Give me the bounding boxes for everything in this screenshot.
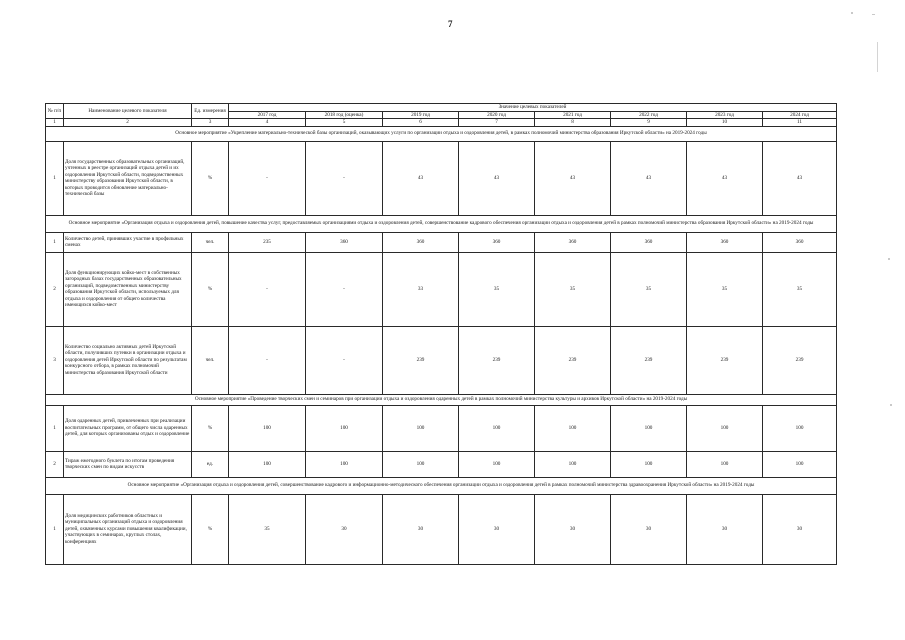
value-2019: 33 <box>383 252 459 326</box>
indicator-name: Доля медицинских работников областных и муниципальных организаций отдыха и оздоровления детей, охваченных курсами повышения квалификации, участвующих в семинарах, круглых столах, конференциях <box>64 494 192 564</box>
row-number: 1 <box>46 232 64 252</box>
value-2024: 30 <box>763 494 837 564</box>
header-year: 2024 год <box>763 111 837 119</box>
value-2021: 239 <box>535 326 611 394</box>
indicator-name: Количество детей, принявших участие в профильных сменах <box>64 232 192 252</box>
table-row <box>46 326 837 394</box>
column-number: 9 <box>611 119 687 127</box>
value-2023: 43 <box>687 141 763 215</box>
column-number: 7 <box>459 119 535 127</box>
header-year: 2018 год (оценка) <box>306 111 383 119</box>
column-number: 4 <box>229 119 306 127</box>
table-row <box>46 141 837 215</box>
scan-mark <box>851 12 853 14</box>
indicator-unit: чел. <box>192 326 229 394</box>
value-2021: 100 <box>535 451 611 477</box>
column-number: 11 <box>763 119 837 127</box>
target-indicators-table <box>45 103 837 565</box>
column-number: 3 <box>192 119 229 127</box>
value-2024: 360 <box>763 232 837 252</box>
value-2019: 43 <box>383 141 459 215</box>
value-2017: 235 <box>229 232 306 252</box>
value-2024: 43 <box>763 141 837 215</box>
row-number: 2 <box>46 252 64 326</box>
value-2019: 360 <box>383 232 459 252</box>
row-number: 3 <box>46 326 64 394</box>
section-row <box>46 126 837 141</box>
value-2024: 100 <box>763 405 837 451</box>
value-2023: 239 <box>687 326 763 394</box>
scan-mark <box>872 14 875 15</box>
value-2023: 360 <box>687 232 763 252</box>
scan-mark <box>888 258 890 260</box>
value-2021: 100 <box>535 405 611 451</box>
value-2020: 100 <box>459 405 535 451</box>
column-numbers-row <box>46 119 837 127</box>
value-2021: 360 <box>535 232 611 252</box>
header-indicator-name: Наименование целевого показателя <box>64 104 192 119</box>
value-2020: 35 <box>459 252 535 326</box>
header-unit: Ед. измерения <box>192 104 229 119</box>
value-2020: 100 <box>459 451 535 477</box>
value-2017: 100 <box>229 405 306 451</box>
value-2020: 30 <box>459 494 535 564</box>
header-year: 2019 год <box>383 111 459 119</box>
value-2021: 35 <box>535 252 611 326</box>
value-2023: 100 <box>687 405 763 451</box>
indicator-unit: % <box>192 252 229 326</box>
value-2022: 100 <box>611 451 687 477</box>
value-2019: 100 <box>383 451 459 477</box>
value-2017: 35 <box>229 494 306 564</box>
header-number: № п/п <box>46 104 64 119</box>
header-year: 2021 год <box>535 111 611 119</box>
table-row <box>46 405 837 451</box>
header-values: Значение целевых показателей <box>229 104 837 112</box>
page-number: 7 <box>448 19 453 29</box>
value-2023: 35 <box>687 252 763 326</box>
section-row <box>46 394 837 405</box>
column-number: 8 <box>535 119 611 127</box>
row-number: 2 <box>46 451 64 477</box>
scan-mark <box>890 404 892 406</box>
header-year: 2023 год <box>687 111 763 119</box>
value-2019: 100 <box>383 405 459 451</box>
table-row <box>46 252 837 326</box>
indicator-unit: ед. <box>192 451 229 477</box>
value-2024: 35 <box>763 252 837 326</box>
value-2018: - <box>306 326 383 394</box>
value-2022: 239 <box>611 326 687 394</box>
column-number: 5 <box>306 119 383 127</box>
indicator-name: Количество социально активных детей Иркутской области, получивших путевки в организации отдыха и оздоровления детей Иркутской области по результатам конкурсного отбора, в рамках полномочий министерства образования Иркутской области <box>64 326 192 394</box>
value-2024: 239 <box>763 326 837 394</box>
table-row <box>46 232 837 252</box>
value-2022: 43 <box>611 141 687 215</box>
indicator-unit: % <box>192 494 229 564</box>
indicator-name: Доля государственных образовательных организаций, учтенных в реестре организаций отдыха детей и их оздоровления Иркутской области, подведомственных министерству образования Иркутской области, в которых проводится обновление материально-технической базы <box>64 141 192 215</box>
indicator-unit: % <box>192 141 229 215</box>
indicator-unit: чел. <box>192 232 229 252</box>
value-2021: 43 <box>535 141 611 215</box>
value-2023: 30 <box>687 494 763 564</box>
section-title: Основное мероприятие «Организация отдыха и оздоровления детей, повышение качества услуг, предоставляемых организациями отдыха и оздоровления детей, совершенствование кадрового обеспечения организации отдыха и оздоровления детей в рамках полномочий министерства образования Иркутской области» на 2019-2024 годы <box>46 215 837 232</box>
value-2020: 239 <box>459 326 535 394</box>
scan-mark <box>877 42 878 72</box>
value-2017: - <box>229 252 306 326</box>
value-2023: 100 <box>687 451 763 477</box>
value-2024: 100 <box>763 451 837 477</box>
value-2022: 100 <box>611 405 687 451</box>
section-row <box>46 477 837 494</box>
value-2018: 360 <box>306 232 383 252</box>
indicator-name: Доля одаренных детей, привлеченных при реализации воспитательных программ, от общего числа одаренных детей, для которых организованы отдых и оздоровление <box>64 405 192 451</box>
value-2022: 360 <box>611 232 687 252</box>
value-2018: 30 <box>306 494 383 564</box>
value-2022: 35 <box>611 252 687 326</box>
row-number: 1 <box>46 141 64 215</box>
column-number: 1 <box>46 119 64 127</box>
table-row <box>46 494 837 564</box>
indicator-name: Тираж ежегодного буклета по итогам проведения творческих смен по видам искусств <box>64 451 192 477</box>
value-2022: 30 <box>611 494 687 564</box>
value-2017: - <box>229 326 306 394</box>
value-2017: 100 <box>229 451 306 477</box>
section-title: Основное мероприятие «Укрепление материально-технической базы организаций, оказывающих услуги по организации отдыха и оздоровления детей, в рамках полномочий министерства образования Иркутской области» на 2019-2024 годы <box>46 126 837 141</box>
value-2019: 30 <box>383 494 459 564</box>
value-2019: 239 <box>383 326 459 394</box>
section-row <box>46 215 837 232</box>
value-2020: 43 <box>459 141 535 215</box>
section-title: Основное мероприятие «Проведение творческих смен и семинаров при организации отдыха и оздоровления одаренных детей в рамках полномочий министерства культуры и архивов Иркутской области» на 2019-2024 годы <box>46 394 837 405</box>
row-number: 1 <box>46 494 64 564</box>
indicator-unit: % <box>192 405 229 451</box>
column-number: 6 <box>383 119 459 127</box>
header-year: 2020 год <box>459 111 535 119</box>
section-title: Основное мероприятие «Организация отдыха и оздоровления детей, совершенствование кадрового и информационно-методического обеспечения организации отдыха и оздоровления детей в рамках полномочий министерства здравоохранения Иркутской области» на 2019-2024 годы <box>46 477 837 494</box>
value-2018: 100 <box>306 405 383 451</box>
value-2021: 30 <box>535 494 611 564</box>
table-row <box>46 451 837 477</box>
value-2017: - <box>229 141 306 215</box>
row-number: 1 <box>46 405 64 451</box>
column-number: 2 <box>64 119 192 127</box>
column-number: 10 <box>687 119 763 127</box>
indicator-name: Доля функционирующих койко-мест в собственных загородных базах государственных образовательных организаций, подведомственных министерству образования Иркутской области, используемых для отдыха и оздоровления от общего количества имеющихся койко-мест <box>64 252 192 326</box>
value-2018: 100 <box>306 451 383 477</box>
value-2018: - <box>306 252 383 326</box>
header-year: 2017 год <box>229 111 306 119</box>
value-2020: 360 <box>459 232 535 252</box>
value-2018: - <box>306 141 383 215</box>
header-year: 2022 год <box>611 111 687 119</box>
